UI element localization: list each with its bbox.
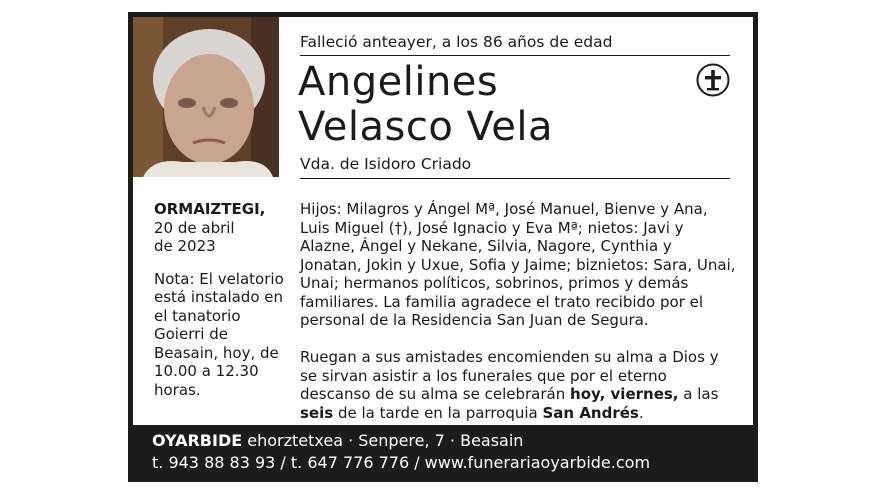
- deceased-name: [298, 60, 553, 150]
- christian-cross-icon: [696, 63, 730, 97]
- footer-address-line: [152, 430, 742, 452]
- headline-divider: [300, 55, 730, 56]
- left-column: [154, 200, 286, 399]
- name-divider: [300, 178, 730, 179]
- name-line-2: Velasco Vela: [298, 104, 554, 150]
- portrait-illustration: [133, 17, 279, 177]
- name-line-1: Angelines: [298, 59, 499, 105]
- headline: Falleció anteayer, a los 86 años de edad: [300, 33, 613, 51]
- funeral-day: hoy, viernes,: [570, 385, 679, 403]
- funeral-church: San Andrés: [542, 403, 639, 422]
- funeral-request: Ruegan a sus amistades encomienden su alma a Dios y se sirvan asistir a los funerales que por el eterno descanso de su alma se celebrarán hoy, viernes, a las seis de la tarde en la parroquia San Andrés.: [300, 348, 719, 422]
- funeral-home-address: ehorztetxea · Senpere, 7 · Beasain: [242, 431, 524, 450]
- widow-of: Vda. de Isidoro Criado: [300, 155, 472, 173]
- wake-note: Nota: El velatorio está instalado en el tanatorio Goierri de Beasain, hoy, de 10.00 a 12.30 horas.: [154, 269, 284, 399]
- footer-contact-line: t. 943 88 83 93 / t. 647 776 776 / www.funerariaoyarbide.com: [152, 453, 651, 472]
- funeral-home-footer: [152, 430, 742, 474]
- family-list: Hijos: Milagros y Ángel Mª, José Manuel, Bienve y Ana, Luis Miguel (†), José Ignacio y Eva Mª; nietos: Javi y Alazne, Ángel y Nekane, Silvia, Nagore, Cynthia y Jonatan, Jokin y Uxue, Sofia y Jaime; biznietos: Sara, Unai, Unai; hermanos políticos, sobrinos, primos y demás familiares. La familia agradece el trato recibido por el personal de la Residencia San Juan de Segura.: [300, 200, 736, 329]
- date: 20 de abril de 2023: [154, 218, 235, 255]
- funeral-home-name: OYARBIDE: [152, 431, 243, 450]
- portrait-photo: [133, 17, 279, 177]
- place: ORMAIZTEGI,: [154, 200, 266, 218]
- funeral-time: seis: [300, 403, 334, 422]
